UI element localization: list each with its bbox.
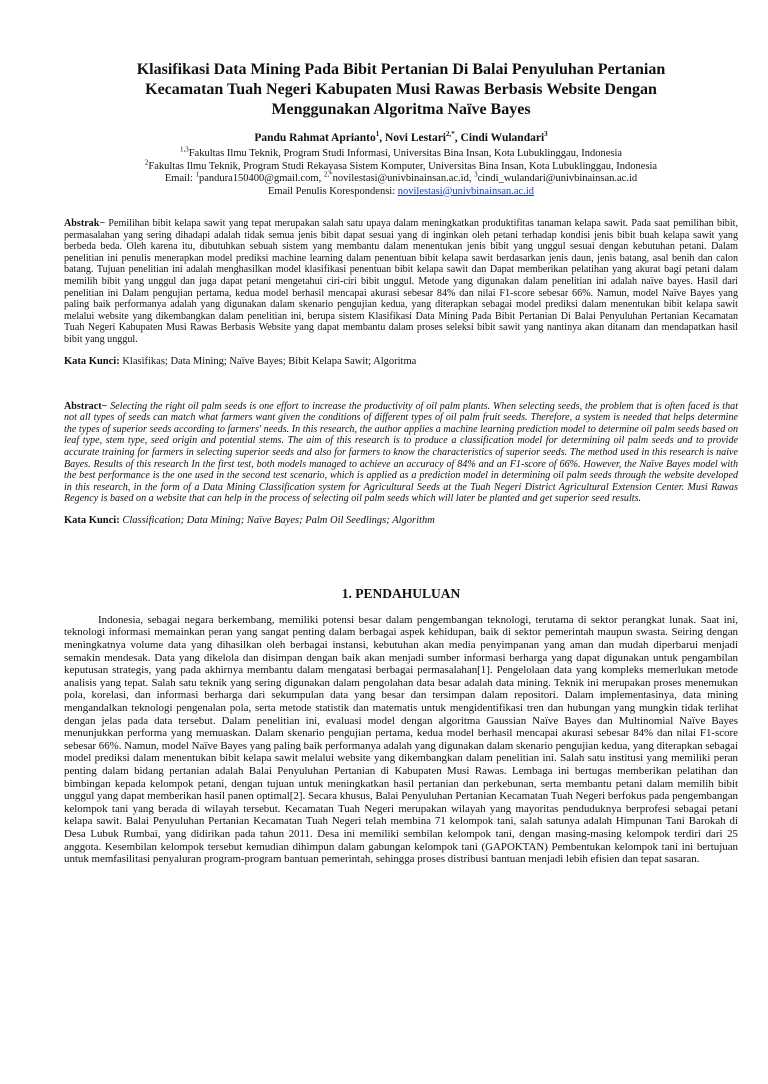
author-list: [64, 132, 738, 144]
keywords-indonesian: [64, 356, 738, 367]
abstract-body: Selecting the right oil palm seeds is one effort to increase the productivity of oil palm plants. When selecting seeds, the problem that is often faced is that not all types of seeds can match what farmers want given the conditions of different types of oil palm fruit seeds. Therefore, a system is needed that helps determine the types of superior seeds according to farmers' needs. In this research, the author applies a machine learning prediction model to determine oil palm seeds based on leaf type, stem type, seed origin and potential stems. The aim of this research is to produce a classification model for determining oil palm seeds and to provide accurate training for farmers in selecting superior seeds and also for farmers to know the characteristics of superior seeds. The method used in this research is naive Bayes. Results of this research In the first test, both models managed to achieve an accuracy of 84% and an F1-score of 66%. However, the Naïve Bayes model with the best performance is the one used in the second test scenario, which is applied as a prediction model in determining oil palm seeds through the website developed in this research, in the form of a Data Mining Classification system for Agricultural Seeds at the Tuah Negeri District Agricultural Extension Center. Musi Rawas Regency is based on a website that can help in the process of selecting oil palm seeds which will later be planted and get superior seed results.: [64, 400, 738, 505]
author-name: Cindi Wulandari: [460, 132, 545, 144]
affiliation-superscript: 2: [144, 158, 149, 166]
abstract-english: [64, 401, 738, 505]
corresponding-email-link[interactable]: novilestasi@univbinainsan.ac.id: [397, 185, 534, 197]
author-separator: ,: [454, 132, 461, 144]
author-superscript: 3: [544, 130, 548, 139]
corresponding-email-line: [64, 186, 738, 199]
title-line-2: Kecamatan Tuah Negeri Kabupaten Musi Rawas Berbasis Website Dengan: [145, 81, 657, 98]
paper-page: [0, 60, 768, 1084]
affiliation-2: [64, 158, 738, 174]
affiliation-text: Fakultas Ilmu Teknik, Program Studi Rekayasa Sistem Komputer, Universitas Bina Insan, Kota Lubuklinggau, Indonesia: [148, 160, 658, 172]
section-heading: 1. PENDAHULUAN: [341, 585, 461, 601]
author-name: Pandu Rahmat Aprianto: [254, 132, 376, 144]
author-superscript: 2,*: [446, 130, 455, 139]
abstract-body: Pemilihan bibit kelapa sawit yang tepat merupakan salah satu upaya dalam meningkatkan produktifitas tanaman kelapa sawit. Pada saat pemilihan bibit, permasalahan yang sering dihadapi adalah tidak semua jenis bibit dapat sesuai yang di inginkan oleh petani terhadap kondisi jenis bibit buah kelapa sawit yang berbeda beda. Oleh karena itu, dibutuhkan sebuah sistem yang membantu dalam menentukan jenis bibit yang unggul sesuai dengan kebutuhan petani. Dalam penelitian ini penulis menerapkan model prediksi machine learning dalam penentuan bibit kelapa sawit berdasarkan jenis daun, jenis batang, asal benih dan calon batang. Tujuan penelitian ini adalah menghasilkan model klasifikasi penentuan bibit kelapa sawit dan Dapat memberikan pelatihan yang akurat bagi petani dalam memilih bibit yang unggul dan juga dapat petani mengetahui ciri-ciri bibit unggul. Metode yang digunakan dalam penelitian ini adalah naïve bayes. Hasil dari penelitian ini Dalam pengujian pertama, kedua model berhasil mencapai akurasi sebesar 84% dan nilai F1-score sebesar 66%. Namun, model Naïve Bayes yang paling baik performanya adalah yang digunakan dalam skenario pengujian kedua, yang diterapkan sebagai model prediksi dalam menentukan bibit kelapa sawit melalui website yang dikembangkan dalam penelitian ini, berupa sistem Klasifikasi Data Mining Pada Bibit Pertanian Di Balai Penyuluhan Pertanian Kecamatan Tuah Negeri Kabupaten Musi Rawas Berbasis Website yang dapat membantu dalam proses seleksi bibit sawit yang nantinya akan ditanam dan mendapatkan hasil bibit yang unggul.: [64, 218, 738, 345]
email-address: cindi_wulandari@univbinainsan.ac.id: [477, 173, 638, 184]
keywords-english: [64, 515, 738, 526]
email-line: [64, 170, 738, 186]
email-label: Email:: [164, 173, 196, 184]
paper-title: [64, 60, 738, 120]
abstract-label: Abstract−: [64, 400, 108, 412]
email-superscript: 1: [195, 170, 199, 179]
author-separator: ,: [379, 132, 385, 144]
author-superscript: 1: [375, 130, 380, 139]
corresponding-label: Email Penulis Korespondensi:: [267, 185, 398, 197]
title-line-3: Menggunakan Algoritma Naïve Bayes: [271, 101, 531, 118]
affiliations: [64, 145, 738, 198]
keywords-text: Classification; Data Mining; Naïve Bayes; Palm Oil Seedlings; Algorithm: [119, 514, 435, 526]
email-address: novilestasi@univbinainsan.ac.id,: [332, 173, 475, 184]
abstract-indonesian: [64, 218, 738, 346]
email-address: pandura150400@gmail.com,: [198, 173, 324, 184]
affiliation-superscript: 1,3: [179, 145, 189, 154]
section-paragraph: Indonesia, sebagai negara berkembang, memiliki potensi besar dalam pengembangan teknologi, terutama di sektor perangkat lunak. Saat ini, teknologi informasi memainkan peran yang sangat penting dalam berbagai aspek kehidupan, baik di sektor pemerintah maupun swasta. Seiring dengan meningkatnya volume data yang dihasilkan oleh berbagai instansi, kebutuhan akan media penyimpanan yang aman dan mudah diperbarui menjadi semakin mendesak. Data yang dikelola dan disimpan dengan baik akan menjadi sumber informasi berharga yang dapat digunakan untuk pengambilan keputusan strategis, yang pada akhirnya membantu dalam mengatasi berbagai permasalahan[1]. Pengelolaan data yang kompleks memerlukan metode analisis yang tepat. Salah satu teknik yang sering digunakan dalam pengolahan data besar adalah data mining. Teknik ini merupakan proses menemukan pola, korelasi, dan informasi berharga dari sekumpulan data yang besar dan tersimpan dalam repositori. Dalam implementasinya, data mining mengandalkan teknologi pengenalan pola, serta metode statistik dan matematis untuk mengidentifikasi tren dan hubungan yang mungkin tidak terlihat dengan jelas pada data tersebut. Dalam penelitian ini, evaluasi model dengan algoritma Gaussian Naïve Bayes dan Multinomial Naïve Bayes menunjukkan performa yang memuaskan. Dalam skenario pengujian pertama, kedua model berhasil mencapai akurasi sebesar 84% dan nilai F1-score sebesar 66%. Namun, model Naïve Bayes yang paling baik performanya adalah yang digunakan dalam skenario pengujian kedua, yang diterapkan sebagai model prediksi dalam menentukan bibit kelapa sawit melalui website yang dikembangkan dalam penelitian ini. Salah satu institusi yang memiliki peran penting dalam bidang pertanian adalah Balai Penyuluhan Pertanian di Kabupaten Musi Rawas. Lembaga ini bertugas memberikan pelatihan dan bimbingan kepada kelompok petani, dengan tujuan untuk meningkatkan hasil pertanian dan perkebunan, serta membantu petani dalam memilih bibit unggul yang dapat memberikan hasil panen optimal[2]. Secara khusus, Balai Penyuluhan Pertanian Kecamatan Tuah Negeri berfokus pada pengembangan kelompok tani yang berada di wilayah tersebut. Kecamatan Tuah Negeri merupakan wilayah yang mayoritas penduduknya berprofesi sebagai petani kelapa sawit. Balai Penyuluhan Pertanian Kecamatan Tuah Negeri telah membina 71 kelompok tani, salah satunya adalah Himpunan Tani Barokah di Desa Lubuk Rumbai, yang didirikan pada tahun 2011. Desa ini memiliki sembilan kelompok tani, dengan masing-masing kelompok terdiri dari 25 anggota. Kesembilan kelompok tersebut kemudian dihimpun dalam gabungan kelompok tani (GAPOKTAN) Pembentukan kelompok tani ini bertujuan untuk memfasilitasi penyaluran program-program bantuan pemerintah, sehingga proses distribusi bantuan menjadi lebih efisien dan tepat sasaran.: [64, 613, 738, 866]
affiliation-1: [64, 145, 738, 161]
keywords-text: Klasifikas; Data Mining; Naïve Bayes; Bibit Kelapa Sawit; Algoritma: [119, 355, 417, 367]
affiliation-text: Fakultas Ilmu Teknik, Program Studi Informasi, Universitas Bina Insan, Kota Lubuklinggau, Indonesia: [188, 148, 623, 159]
abstract-label: Abstrak−: [64, 218, 106, 229]
title-line-1: Klasifikasi Data Mining Pada Bibit Pertanian Di Balai Penyuluhan Pertanian: [136, 61, 666, 78]
email-superscript: 3: [474, 170, 478, 179]
keywords-label: Kata Kunci:: [64, 514, 120, 526]
email-superscript: 2,*: [323, 170, 333, 179]
keywords-label: Kata Kunci:: [64, 355, 120, 367]
author-name: Novi Lestari: [385, 132, 447, 144]
